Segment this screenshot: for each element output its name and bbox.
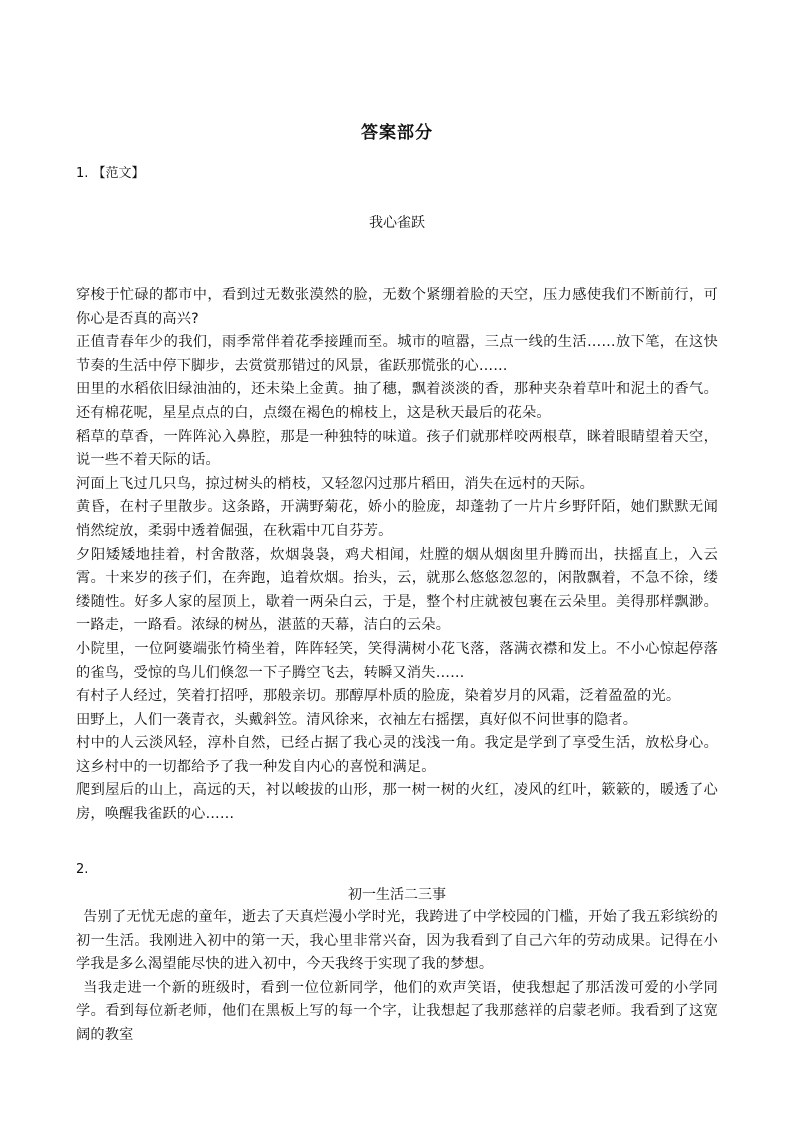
essay-1-paragraph: 穿梭于忙碌的都市中，看到过无数张漠然的脸，无数个紧绷着脸的天空，压力感使我们不断前行，可你心是否真的高兴? <box>76 287 718 327</box>
essay-1-paragraph: 爬到屋后的山上，高远的天，衬以峻拔的山形，那一树一树的火红，凌风的红叶，簌簌的，暖透了心房，唤醒我雀跃的心…… <box>76 782 718 823</box>
essay-1-paragraph: 黄昏，在村子里散步。这条路，开满野菊花，娇小的脸庞，却蓬勃了一片片乡野阡陌，她们默默无闻悄然绽放，柔弱中透着倔强，在秋霜中兀自芬芳。 <box>76 499 718 539</box>
essay-2-title: 初一生活二三事 <box>348 887 446 903</box>
essay-1-paragraph: 稻草的草香，一阵阵沁入鼻腔，那是一种独特的味道。孩子们就那样咬两根草，眯着眼睛望着天空，说一些不着天际的话。 <box>76 428 718 469</box>
essay-2-paragraph: 告别了无忧无虑的童年，逝去了天真烂漫小学时光，我跨进了中学校园的门槛，开始了我五彩缤纷的初一生活。我刚进入初中的第一天，我心里非常兴奋，因为我看到了自己六年的劳动成果。记得在小学我是多么渴望能尽快的进入初中，今天我终于实现了我的梦想。 <box>76 909 718 973</box>
essay-1-paragraph: 夕阳矮矮地挂着，村舍散落，炊烟袅袅，鸡犬相闻，灶膛的烟从烟囱里升腾而出，扶摇直上，入云霄。十来岁的孩子们，在奔跑，追着炊烟。抬头，云，就那么悠悠忽忽的，闲散飘着，不急不徐，缕缕随性。好多人家的屋顶上，歇着一两朵白云，于是，整个村庄就被包裹在云朵里。美得那样飘渺。一路走，一路看。浓绿的树丛，湛蓝的天幕，洁白的云朵。 <box>76 546 718 634</box>
essay-1-paragraph: 田里的水稻依旧绿油油的，还未染上金黄。抽了穗，飘着淡淡的香，那种夹杂着草叶和泥土的香气。还有棉花呢，星星点点的白，点缀在褐色的棉枝上，这是秋天最后的花朵。 <box>76 381 718 421</box>
essay-1-paragraph: 小院里，一位阿婆端张竹椅坐着，阵阵轻笑，笑得满树小花飞落，落满衣襟和发上。不小心惊起停落的雀鸟，受惊的鸟儿们倏忽一下子腾空飞去，转瞬又消失…… <box>76 640 718 681</box>
question-2-label: 2. <box>76 862 89 877</box>
essay-1-body <box>76 284 718 827</box>
essay-1-paragraph: 田野上，人们一袭青衣，头戴斜笠。清风徐来，衣袖左右摇摆，真好似不问世事的隐者。 <box>76 711 638 728</box>
essay-2-body <box>76 906 718 1048</box>
essay-1-paragraph: 有村子人经过，笑着打招呼，那般亲切。那醇厚朴质的脸庞，染着岁月的风霜，泛着盈盈的光。 <box>76 688 681 705</box>
essay-1-paragraph: 正值青春年少的我们，雨季常伴着花季接踵而至。城市的喧嚣，三点一线的生活……放下笔，在这快节奏的生活中停下脚步，去赏赏那错过的风景，雀跃那慌张的心…… <box>76 334 718 374</box>
essay-1-title: 我心雀跃 <box>369 215 425 231</box>
essay-1-paragraph: 村中的人云淡风轻，淳朴自然，已经占据了我心灵的浅浅一角。我定是学到了享受生活，放松身心。这乡村中的一切都给予了我一种发自内心的喜悦和满足。 <box>76 735 718 775</box>
essay-2-paragraph: 当我走进一个新的班级时，看到一位位新同学，他们的欢声笑语，使我想起了那活泼可爱的小学同学。看到每位新老师，他们在黑板上写的每一个字，让我想起了我那慈祥的启蒙老师。我看到了这宽阔的教室 <box>76 979 718 1043</box>
page-heading: 答案部分 <box>361 123 433 143</box>
question-1-label: 1. 【范文】 <box>76 166 145 181</box>
essay-1-paragraph: 河面上飞过几只鸟，掠过树头的梢枝，又轻忽闪过那片稻田，消失在远村的天际。 <box>76 475 594 492</box>
